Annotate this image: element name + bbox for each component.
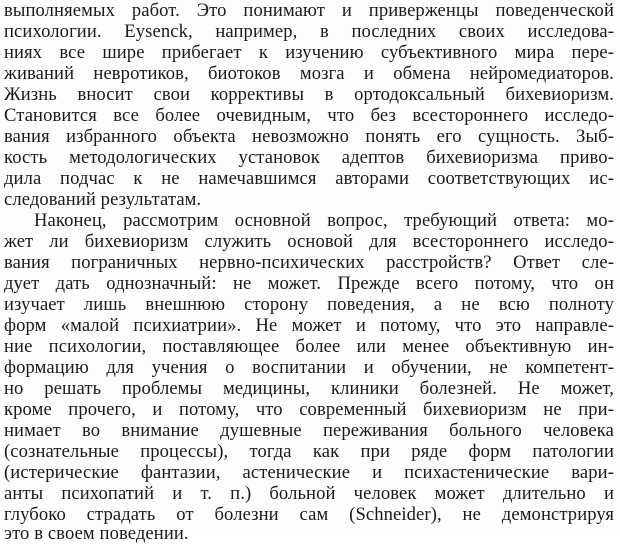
text-line: жет ли бихевиоризм служить основой для всестороннего исследо- xyxy=(4,231,614,252)
text-line: форм «малой психиатрии». Не может и потому, что это направле- xyxy=(4,315,614,336)
text-line: кроме прочего, и потому, что современный бихевиоризм не при- xyxy=(4,399,614,420)
text-line: нимает во внимание душевные переживания больного человека xyxy=(4,420,614,441)
text-line: формацию для учения о воспитании и обучении, не компетент- xyxy=(4,357,614,378)
text-line: живаний невротиков, биотоков мозга и обмена нейромедиаторов. xyxy=(4,63,614,84)
text-line: это в своем поведении. xyxy=(4,523,189,544)
text-line: ниях все шире прибегает к изучению субъективного мира пере- xyxy=(4,42,614,63)
text-line: кость методологических установок адептов бихевиоризма приво- xyxy=(4,147,614,168)
text-line: (сознательные процессы), тогда как при ряде форм патологии xyxy=(4,441,614,462)
text-line: дует дать однозначный: не может. Прежде всего потому, что он xyxy=(4,273,614,294)
text-line: (истерические фантазии, астенические и психастенические вари- xyxy=(4,462,614,483)
text-line: Жизнь вносит свои коррективы в ортодоксальный бихевиоризм. xyxy=(4,84,614,105)
text-line: ние психологии, поставляющее более или менее объективную ин- xyxy=(4,336,614,357)
text-line: но решать проблемы медицины, клиники болезней. Не может, xyxy=(4,378,614,399)
text-line: Наконец, рассмотрим основной вопрос, требующий ответа: мо- xyxy=(34,210,614,231)
text-line: психологии. Eysenck, например, в последних своих исследова- xyxy=(4,21,614,42)
text-line: вания пограничных нервно-психических расстройств? Ответ сле- xyxy=(4,252,614,273)
text-line: анты психопатий и т. п.) больной человек может длительно и xyxy=(4,483,614,504)
text-line: следований результатам. xyxy=(4,189,202,210)
text-line: глубоко страдать от болезни сам (Schneider), не демонстрируя xyxy=(4,504,614,525)
text-line: Становится все более очевидным, что без всестороннего исследо- xyxy=(4,105,614,126)
text-line: дила подчас к не намечавшимся авторами соответствующих ис- xyxy=(4,168,614,189)
text-line: вания избранного объекта невозможно понять его сущность. Зыб- xyxy=(4,126,614,147)
text-line: изучает лишь внешнюю сторону поведения, а не всю полноту xyxy=(4,294,614,315)
text-line: выполняемых работ. Это понимают и приверженцы поведенческой xyxy=(4,0,614,21)
